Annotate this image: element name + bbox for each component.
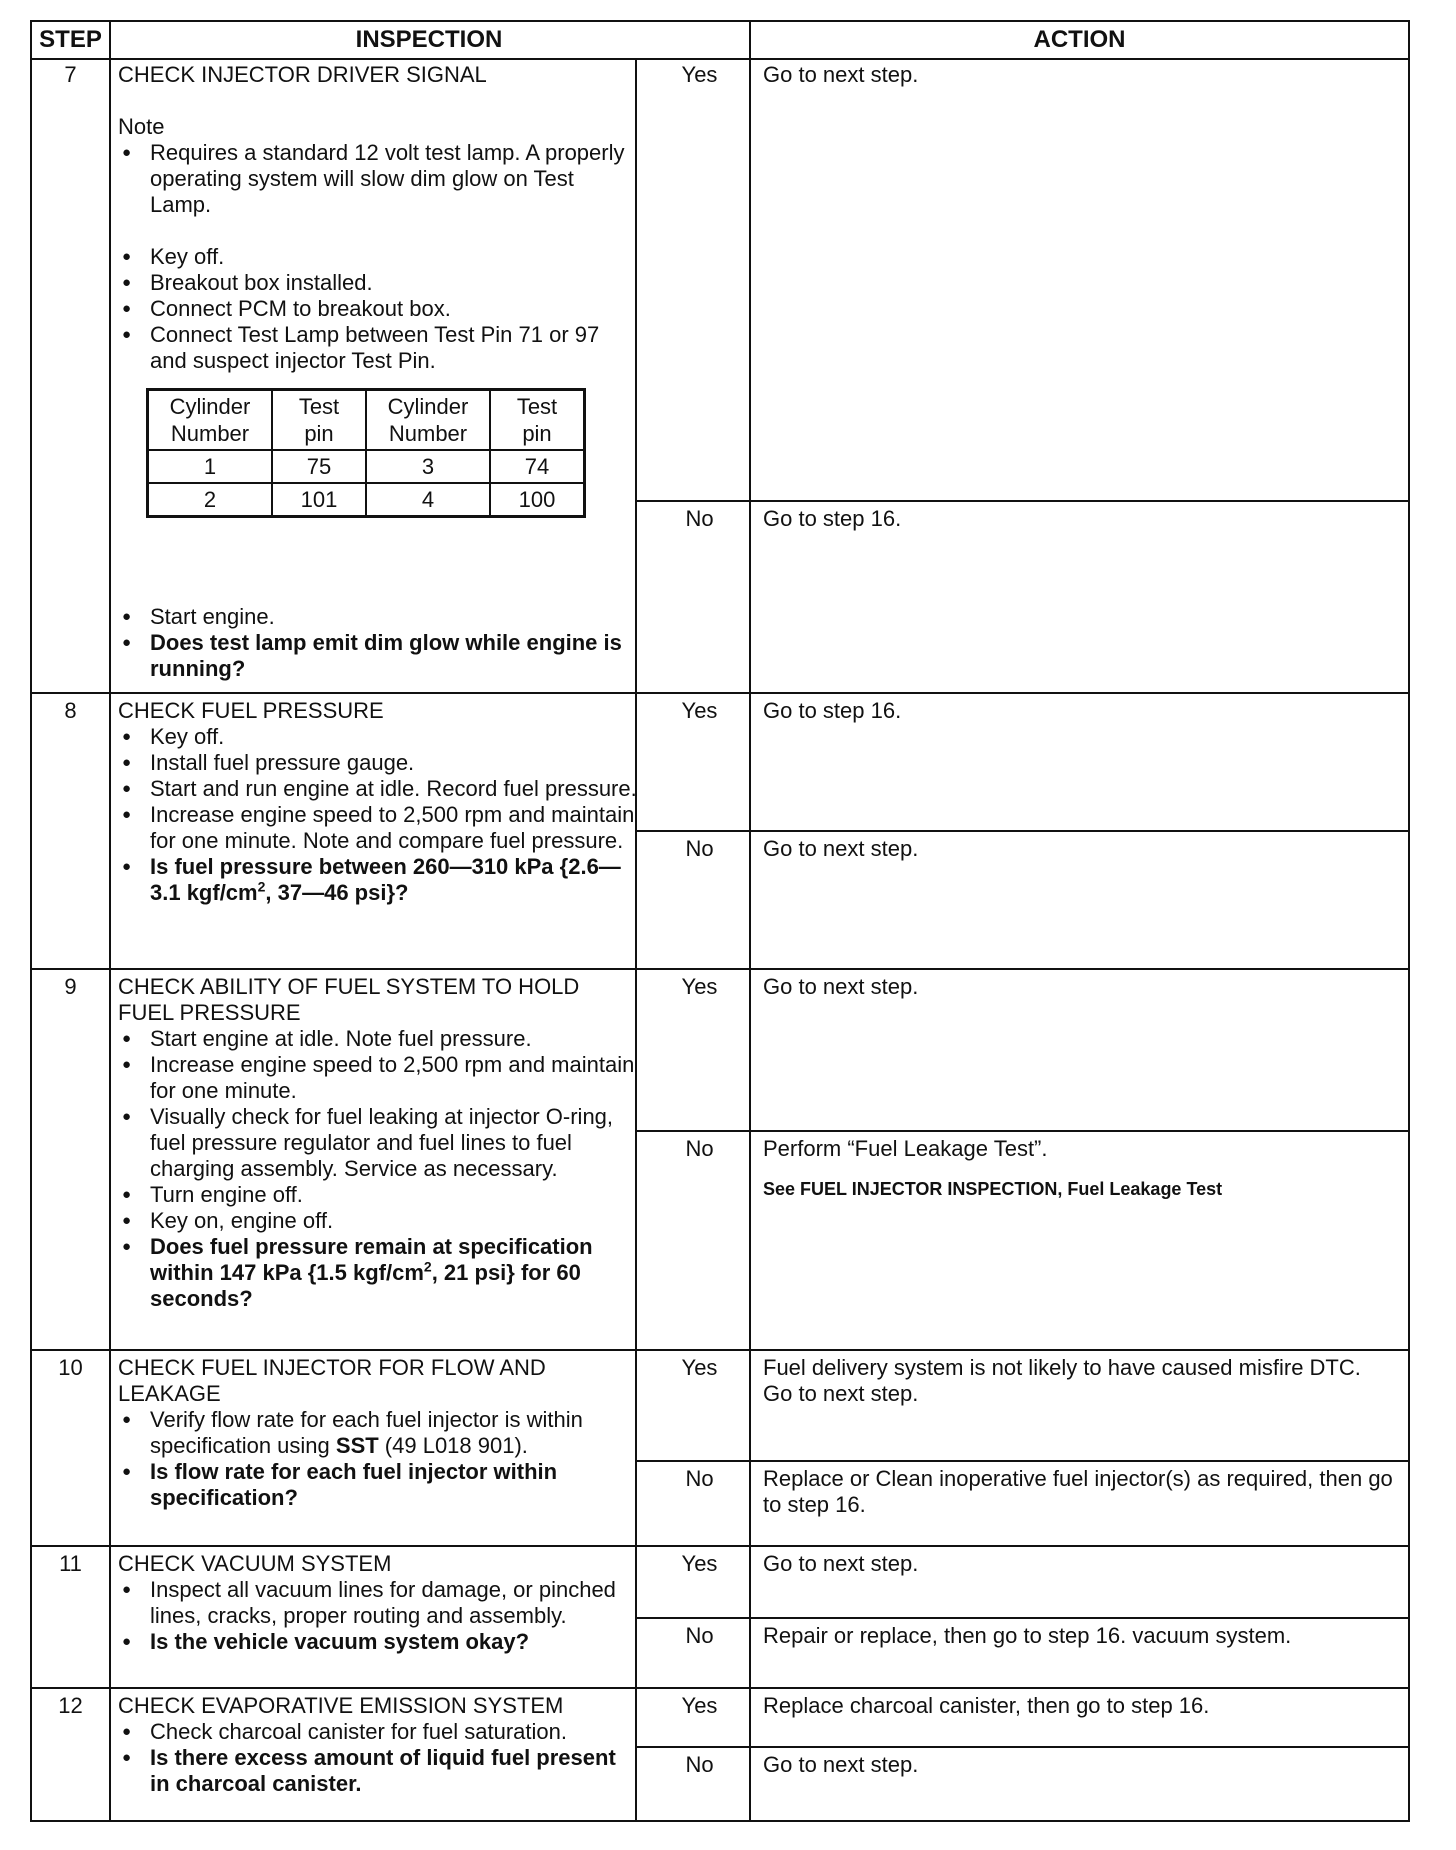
yes-label: Yes xyxy=(681,1693,718,1718)
table-row xyxy=(148,450,585,483)
step-inspection xyxy=(118,974,638,1312)
table-cell: 75 xyxy=(272,450,366,483)
table-cell: 74 xyxy=(490,450,585,483)
question-item: ● Does fuel pressure remain at specification within 147 kPa {1.5 kgf/$cm^2$, 21 psi} for 60 seconds? xyxy=(118,1234,638,1312)
bullet-item: ● Key off. xyxy=(118,244,638,270)
yes-action: Replace charcoal canister, then go to step 16. xyxy=(763,1693,1210,1718)
step-title: CHECK EVAPORATIVE EMISSION SYSTEM xyxy=(118,1693,564,1718)
step-number: 12 xyxy=(58,1693,83,1718)
step-number: 9 xyxy=(64,974,77,999)
yes-action-text-2: Go to next step. xyxy=(763,1381,919,1406)
yes-action: Go to next step. xyxy=(763,974,919,999)
bullet-item: ● Connect PCM to breakout box. xyxy=(118,296,638,322)
yes-action: Go to step 16. xyxy=(763,698,902,723)
no-action xyxy=(763,1136,1403,1202)
step-title: CHECK INJECTOR DRIVER SIGNAL xyxy=(118,62,487,87)
question-item: ● Does test lamp emit dim glow while engine is running? xyxy=(118,630,638,682)
step-inspection xyxy=(118,1355,638,1511)
table-header-cell: Test pin xyxy=(490,390,585,451)
no-action: Repair or replace, then go to step 16. vacuum system. xyxy=(763,1623,1292,1648)
bullet-item: ● Connect Test Lamp between Test Pin 71 or 97 and suspect injector Test Pin. xyxy=(118,322,638,374)
header-step: STEP xyxy=(39,26,102,53)
yes-no-divider xyxy=(635,1130,1408,1132)
yes-action xyxy=(763,1355,1403,1407)
bullet-item: ● Key off. xyxy=(118,724,638,750)
question-item: ● Is fuel pressure between 260—310 kPa {2.6—3.1 kgf/$cm^2$, 37—46 psi}? xyxy=(118,854,638,906)
table-header-row xyxy=(148,390,585,451)
question-item: ● Is the vehicle vacuum system okay? xyxy=(118,1629,638,1655)
inspection-table xyxy=(30,20,1410,1822)
yes-no-divider xyxy=(635,830,1408,832)
column-divider xyxy=(109,22,111,1820)
header-inspection: INSPECTION xyxy=(355,26,503,53)
no-action: Go to next step. xyxy=(763,1752,919,1777)
bullet-item: ● Increase engine speed to 2,500 rpm and maintain for one minute. Note and compare fuel pressure. xyxy=(118,802,638,854)
yes-no-divider xyxy=(635,500,1408,502)
no-label: No xyxy=(685,1752,714,1777)
no-action: Go to step 16. xyxy=(763,506,902,531)
bullet-item: ● Inspect all vacuum lines for damage, or pinched lines, cracks, proper routing and assembly. xyxy=(118,1577,638,1629)
step-number: 7 xyxy=(64,62,77,87)
table-cell: 4 xyxy=(366,483,490,517)
no-action: Replace or Clean inoperative fuel injector(s) as required, then go to step 16. xyxy=(763,1466,1393,1517)
bullet-item: ● Requires a standard 12 volt test lamp. A properly operating system will slow dim glow on Test Lamp. xyxy=(118,140,638,218)
row-divider xyxy=(32,692,1408,694)
reference-note: See FUEL INJECTOR INSPECTION, Fuel Leakage Test xyxy=(763,1179,1223,1199)
question-item: ● Is there excess amount of liquid fuel present in charcoal canister. xyxy=(118,1745,638,1797)
yes-label: Yes xyxy=(681,62,718,87)
yes-label: Yes xyxy=(681,974,718,999)
yes-label: Yes xyxy=(681,698,718,723)
bullet-item: ● Visually check for fuel leaking at injector O-ring, fuel pressure regulator and fuel lines to fuel charging assembly. Service as necessary. xyxy=(118,1104,638,1182)
table-header-cell: Cylinder Number xyxy=(148,390,273,451)
bullet-item: ● Start engine at idle. Note fuel pressure. xyxy=(118,1026,638,1052)
step-inspection xyxy=(118,698,638,906)
no-label: No xyxy=(685,836,714,861)
bullet-item: ● Check charcoal canister for fuel saturation. xyxy=(118,1719,638,1745)
question-item: ● Is flow rate for each fuel injector within specification? xyxy=(118,1459,638,1511)
yes-label: Yes xyxy=(681,1355,718,1380)
row-divider xyxy=(32,1349,1408,1351)
bullet-item: ● Start engine. xyxy=(118,604,638,630)
bullet-item: ● Increase engine speed to 2,500 rpm and maintain for one minute. xyxy=(118,1052,638,1104)
step-number: 11 xyxy=(59,1551,82,1576)
table-cell: 101 xyxy=(272,483,366,517)
yes-action: Go to next step. xyxy=(763,62,919,87)
step-title: CHECK VACUUM SYSTEM xyxy=(118,1551,392,1576)
no-action-text: Perform “Fuel Leakage Test”. xyxy=(763,1136,1048,1161)
table-cell: 1 xyxy=(148,450,273,483)
yes-action-text: Fuel delivery system is not likely to have caused misfire DTC. xyxy=(763,1355,1361,1380)
row-divider xyxy=(32,968,1408,970)
bullet-item: ● Verify flow rate for each fuel injector is within specification using SST (49 L018 901). xyxy=(118,1407,638,1459)
row-divider xyxy=(32,58,1408,60)
step-number: 8 xyxy=(64,698,77,723)
no-action: Go to next step. xyxy=(763,836,919,861)
table-cell: 2 xyxy=(148,483,273,517)
yes-no-divider xyxy=(635,1460,1408,1462)
table-header-cell: Test pin xyxy=(272,390,366,451)
no-label: No xyxy=(685,506,714,531)
table-row xyxy=(148,483,585,517)
step-number: 10 xyxy=(58,1355,83,1380)
yes-no-divider xyxy=(635,1746,1408,1748)
bullet-item: ● Breakout box installed. xyxy=(118,270,638,296)
note-label: Note xyxy=(118,114,165,139)
step-inspection xyxy=(118,62,638,518)
table-cell: 3 xyxy=(366,450,490,483)
bullet-item: ● Key on, engine off. xyxy=(118,1208,638,1234)
row-divider xyxy=(32,1687,1408,1689)
step-inspection xyxy=(118,1693,638,1797)
bullet-item: ● Install fuel pressure gauge. xyxy=(118,750,638,776)
row-divider xyxy=(32,1545,1408,1547)
no-label: No xyxy=(685,1623,714,1648)
header-action: ACTION xyxy=(1033,26,1126,53)
step-title: CHECK ABILITY OF FUEL SYSTEM TO HOLD FUEL PRESSURE xyxy=(118,974,580,1025)
bullet-item: ● Start and run engine at idle. Record fuel pressure. xyxy=(118,776,638,802)
yes-label: Yes xyxy=(681,1551,718,1576)
table-header-cell: Cylinder Number xyxy=(366,390,490,451)
yes-no-divider xyxy=(635,1617,1408,1619)
yes-action: Go to next step. xyxy=(763,1551,919,1576)
bullet-item: ● Turn engine off. xyxy=(118,1182,638,1208)
step-title: CHECK FUEL INJECTOR FOR FLOW AND LEAKAGE xyxy=(118,1355,546,1406)
cylinder-pin-table xyxy=(146,388,586,518)
step-title: CHECK FUEL PRESSURE xyxy=(118,698,384,723)
step-inspection xyxy=(118,1551,638,1655)
no-label: No xyxy=(685,1136,714,1161)
table-cell: 100 xyxy=(490,483,585,517)
no-label: No xyxy=(685,1466,714,1491)
step-inspection-end xyxy=(118,604,638,682)
